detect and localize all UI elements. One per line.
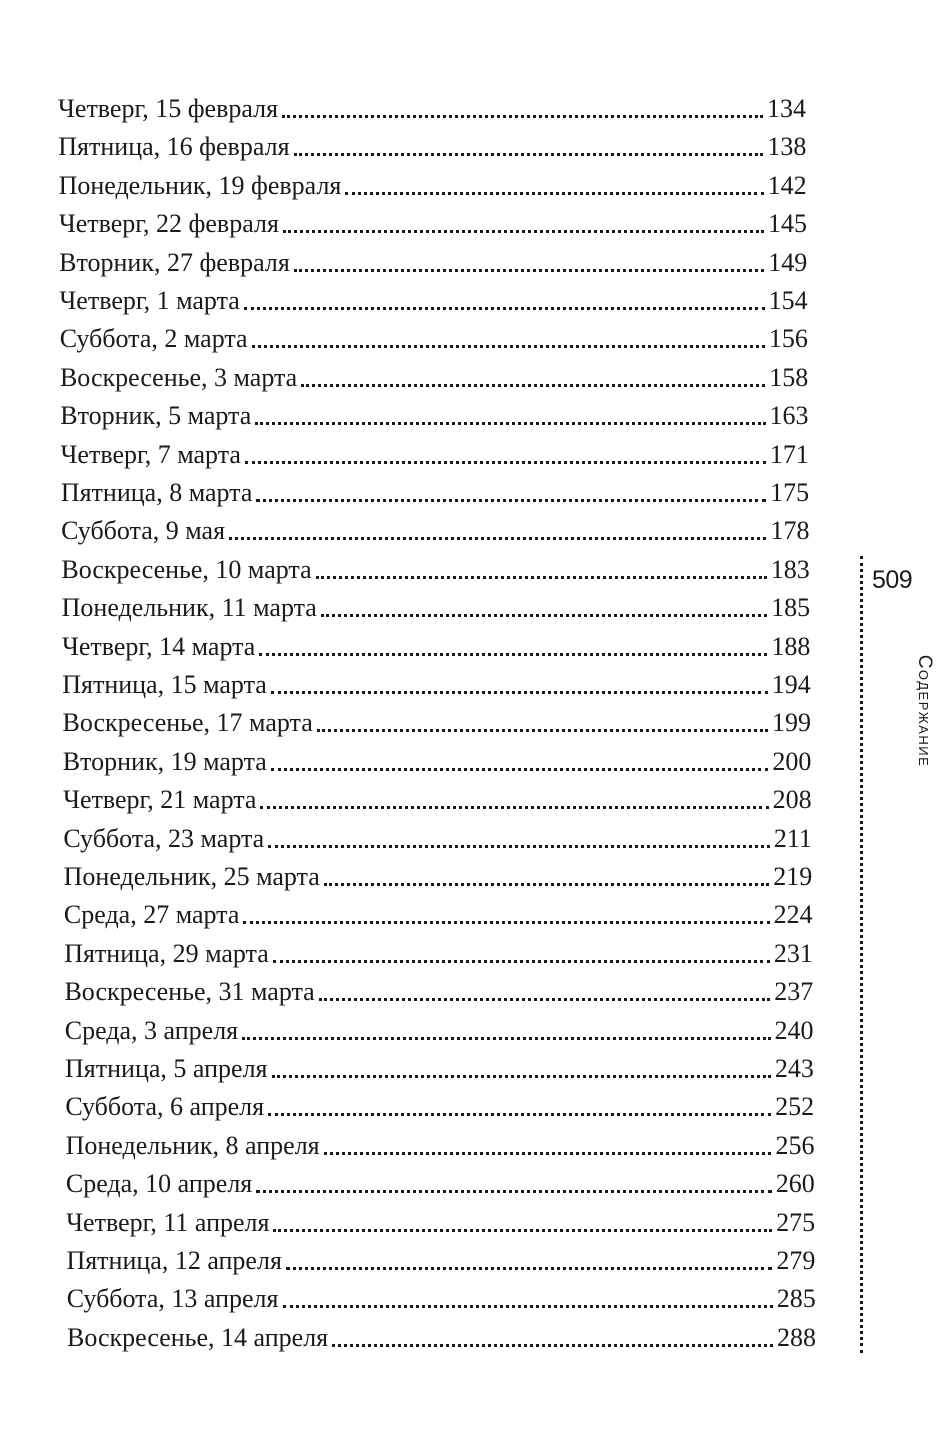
toc-dot-leader (345, 171, 763, 201)
toc-entry (63, 779, 812, 815)
toc-dot-leader (244, 286, 765, 316)
toc-dot-leader (283, 209, 764, 239)
toc-dot-leader (256, 478, 766, 508)
toc-entry-title: Воскресенье, 17 марта (63, 708, 317, 738)
toc-entry-title: Четверг, 22 февраля (59, 209, 283, 239)
toc-entry-title: Четверг, 21 марта (63, 785, 260, 815)
toc-dot-leader (324, 1131, 772, 1161)
toc-entry (60, 318, 808, 354)
toc-entry-title: Вторник, 5 марта (60, 401, 255, 431)
toc-entry-title: Вторник, 27 февраля (59, 248, 294, 278)
toc-entry (64, 971, 813, 1007)
toc-entry (59, 203, 807, 239)
toc-dot-leader (259, 632, 767, 662)
toc-dot-leader (332, 1323, 773, 1353)
toc-entry (65, 1010, 814, 1046)
toc-entry (64, 856, 813, 892)
toc-entry-page: 175 (766, 478, 809, 508)
toc-entry (65, 1086, 814, 1122)
toc-entry-title: Воскресенье, 14 апреля (67, 1323, 332, 1353)
toc-entry-page: 208 (769, 785, 812, 815)
toc-entry (66, 1240, 815, 1276)
toc-dot-leader (317, 708, 768, 738)
toc-entry-page: 134 (763, 94, 806, 124)
toc-entry-title: Среда, 3 апреля (65, 1016, 242, 1046)
toc-entry-title: Пятница, 29 марта (64, 939, 273, 969)
toc-entry-page: 183 (767, 555, 810, 585)
toc-entry-page: 275 (772, 1208, 815, 1238)
toc-entry-title: Четверг, 1 марта (59, 286, 243, 316)
toc-entry (61, 510, 809, 546)
toc-entry-title: Среда, 27 марта (64, 900, 244, 930)
toc-dot-leader (229, 516, 766, 546)
toc-entry-page: 285 (773, 1284, 816, 1314)
toc-entry (62, 587, 810, 623)
toc-dot-leader (268, 1092, 771, 1122)
toc-entry-title: Пятница, 16 февраля (58, 132, 293, 162)
toc-dot-leader (324, 862, 769, 892)
toc-entry (66, 1202, 815, 1238)
toc-entry-title: Понедельник, 8 апреля (66, 1131, 324, 1161)
toc-dot-leader (243, 900, 769, 930)
toc-entry-page: 149 (764, 248, 807, 278)
toc-entry-title: Суббота, 9 мая (61, 516, 229, 546)
toc-entry-title: Вторник, 19 марта (63, 747, 271, 777)
dotted-side-rule (860, 556, 863, 1353)
toc-entry (67, 1317, 816, 1353)
toc-entry (63, 702, 812, 738)
toc-entry-page: 231 (770, 939, 813, 969)
toc-entry-page: 194 (768, 670, 811, 700)
toc-entry-page: 171 (766, 440, 809, 470)
toc-entry-page: 211 (770, 824, 812, 854)
toc-dot-leader (294, 248, 764, 278)
toc-entry-title: Воскресенье, 31 марта (64, 977, 318, 1007)
toc-entry (65, 1048, 814, 1084)
toc-entry (59, 242, 807, 278)
toc-entry (58, 126, 806, 162)
toc-entry (59, 280, 807, 316)
toc-dot-leader (273, 939, 770, 969)
toc-dot-leader (282, 94, 763, 124)
toc-entry-title: Воскресенье, 3 марта (60, 363, 301, 393)
toc-dot-leader (272, 1054, 771, 1084)
toc-entry (60, 357, 808, 393)
toc-entry-page: 219 (769, 862, 812, 892)
toc-dot-leader (242, 1016, 770, 1046)
toc-entry-page: 237 (770, 977, 813, 1007)
toc-entry-page: 260 (772, 1169, 815, 1199)
toc-entry (64, 894, 813, 930)
toc-entry-page: 252 (771, 1092, 814, 1122)
toc-dot-leader (283, 1284, 773, 1314)
toc-dot-leader (245, 440, 766, 470)
toc-entry-page: 188 (767, 632, 810, 662)
toc-entry-page: 200 (768, 747, 811, 777)
toc-entry (61, 549, 809, 585)
toc-dot-leader (319, 977, 770, 1007)
toc-entry (64, 933, 813, 969)
toc-entry-title: Понедельник, 11 марта (62, 593, 321, 623)
toc-entry (66, 1125, 815, 1161)
toc-dot-leader (256, 1169, 771, 1199)
toc-entry-title: Суббота, 23 марта (63, 824, 268, 854)
toc-entry-page: 279 (772, 1246, 815, 1276)
toc-entry-page: 138 (763, 132, 806, 162)
toc-entry (58, 88, 806, 124)
toc-dot-leader (273, 1208, 772, 1238)
toc-entry-page: 256 (771, 1131, 814, 1161)
toc-entry-page: 158 (765, 363, 808, 393)
running-head: Содержание (914, 654, 935, 768)
toc-dot-leader (271, 747, 769, 777)
toc-entry-page: 156 (765, 324, 808, 354)
toc-entry-title: Суббота, 6 апреля (65, 1092, 268, 1122)
toc-entry-title: Понедельник, 25 марта (64, 862, 324, 892)
toc-entry-title: Пятница, 15 марта (62, 670, 271, 700)
page-number: 509 (872, 566, 913, 594)
toc-dot-leader (255, 401, 765, 431)
toc-entry-title: Суббота, 13 апреля (67, 1284, 283, 1314)
toc-dot-leader (286, 1246, 772, 1276)
toc-entry-page: 178 (766, 516, 809, 546)
toc-entry-title: Понедельник, 19 февраля (59, 171, 346, 201)
toc-dot-leader (316, 555, 767, 585)
toc-dot-leader (268, 824, 770, 854)
toc-entry (63, 818, 812, 854)
toc-entry (66, 1163, 815, 1199)
toc-entry-title: Четверг, 11 апреля (66, 1208, 273, 1238)
toc-entry-title: Пятница, 5 апреля (65, 1054, 271, 1084)
toc-entry-title: Четверг, 7 марта (61, 440, 245, 470)
toc-dot-leader (260, 785, 768, 815)
toc-entry-page: 288 (773, 1323, 816, 1353)
toc-entry-page: 185 (767, 593, 810, 623)
toc-entry-page: 142 (764, 171, 807, 201)
toc-entry (59, 165, 807, 201)
toc-entry (61, 472, 809, 508)
toc-dot-leader (271, 670, 768, 700)
toc-entry-page: 163 (766, 401, 809, 431)
toc-dot-leader (301, 363, 765, 393)
toc-entry-title: Воскресенье, 10 марта (61, 555, 315, 585)
toc-entry (60, 395, 808, 431)
toc-entry-title: Суббота, 2 марта (60, 324, 252, 354)
toc-entry-page: 243 (771, 1054, 814, 1084)
toc-entry-page: 240 (771, 1016, 814, 1046)
toc-entry (63, 741, 812, 777)
toc-entry-title: Среда, 10 апреля (66, 1169, 256, 1199)
toc-dot-leader (294, 132, 764, 162)
toc-entry-title: Четверг, 14 марта (62, 632, 259, 662)
toc-entry-page: 154 (765, 286, 808, 316)
toc-entry-page: 224 (770, 900, 813, 930)
toc-entry-title: Четверг, 15 февраля (58, 94, 282, 124)
toc-entry (62, 664, 810, 700)
toc-entry (61, 434, 809, 470)
toc-entry (62, 626, 810, 662)
toc-entry-page: 145 (764, 209, 807, 239)
toc-dot-leader (321, 593, 767, 623)
toc-entry-page: 199 (768, 708, 811, 738)
toc-entry-title: Пятница, 8 марта (61, 478, 257, 508)
toc-entry-title: Пятница, 12 апреля (66, 1246, 285, 1276)
toc-entry (67, 1278, 816, 1314)
toc-dot-leader (252, 324, 765, 354)
